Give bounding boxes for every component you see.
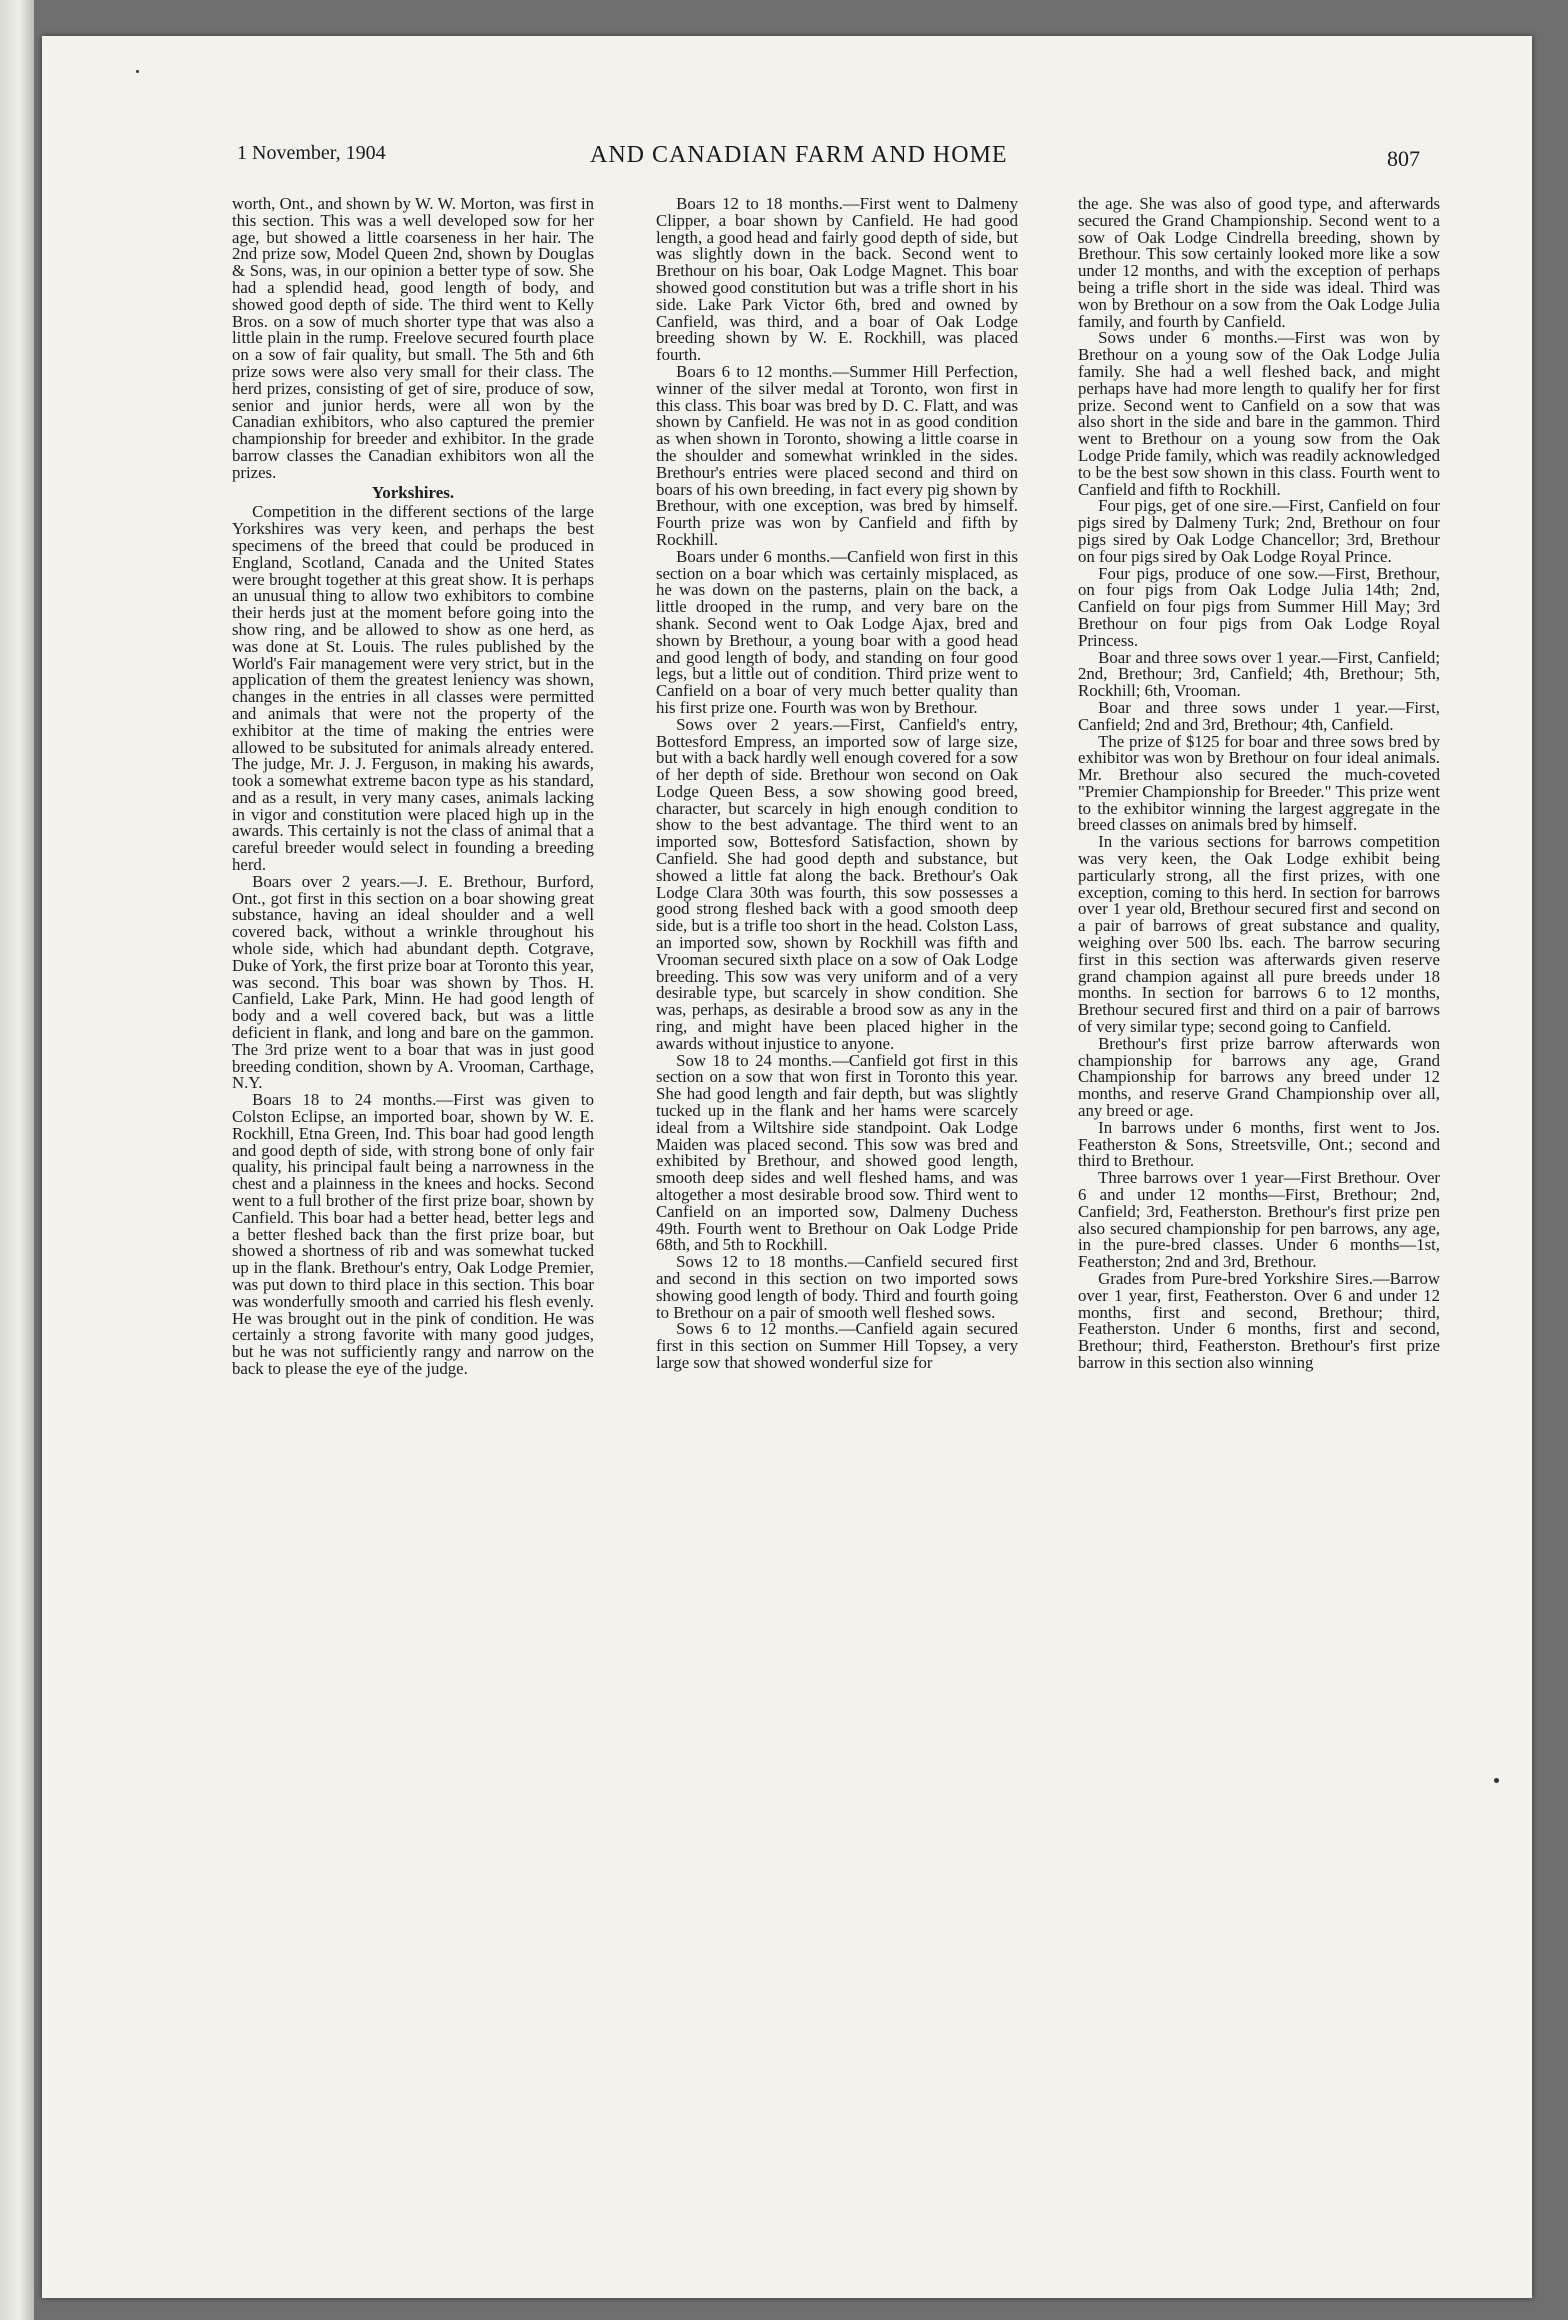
paragraph: Boars under 6 months.—Canfield won first in this section on a boar which was certainly misplaced, as he was down on the pasterns, plain on the back, a little drooped in the rump, and very bare on the shank. Second went to Oak Lodge Ajax, bred and shown by Brethour, a young boar with a good head and good length of body, and standing on four good legs, but a little out of condition. Third prize went to Canfield on a boar of very much better quality than his first prize one. Fourth was won by Brethour.	[656, 546, 1018, 717]
paragraph: Boars over 2 years.—J. E. Brethour, Burford, Ont., got first in this section on a boar showing great substance, having an ideal shoulder and a well covered back, without a wrinkle throughout his whole side, which had abundant depth. Cotgrave, Duke of York, the first prize boar at Toronto this year, was second. This boar was shown by Thos. H. Canfield, Lake Park, Minn. He had good length of body and a well covered back, but was a little deficient in flank, and long and bare on the gammon. The 3rd prize went to a boar that was in just good breeding condition, shown by A. Vrooman, Carthage, N.Y.	[232, 871, 594, 1093]
section-heading: Yorkshires.	[371, 482, 455, 502]
paragraph: Sows under 6 months.—First was won by Brethour on a young sow of the Oak Lodge Julia family. She had a well fleshed back, and might perhaps have had more length to qualify her for first prize. Second went to Canfield on a sow that was also short in the side and bare in the gammon. Third went to Brethour on a young sow from the Oak Lodge Pride family, which was readily acknowledged to be the best sow shown in this class. Fourth went to Canfield and fifth to Rockhill.	[1078, 328, 1440, 499]
scan-speck	[136, 70, 139, 73]
paragraph: Boar and three sows under 1 year.—First, Canfield; 2nd and 3rd, Brethour; 4th, Canfield.	[1078, 697, 1440, 734]
paragraph: Boar and three sows over 1 year.—First, Canfield; 2nd, Brethour; 3rd, Canfield; 4th, Brethour; 5th, Rockhill; 6th, Vrooman.	[1078, 647, 1440, 701]
document-page	[42, 36, 1532, 2298]
paragraph: Four pigs, get of one sire.—First, Canfield on four pigs sired by Dalmeny Turk; 2nd, Brethour on four pigs sired by Oak Lodge Chancellor; 3rd, Brethour on four pigs sired by Oak Lodge Royal Prince.	[1078, 496, 1440, 566]
paragraph: Boars 12 to 18 months.—First went to Dalmeny Clipper, a boar shown by Canfield. He had good length, a good head and fairly good depth of side, but was slightly down in the back. Second went to Brethour on his boar, Oak Lodge Magnet. This boar showed good constitution but was a trifle short in his side. Lake Park Victor 6th, bred and owned by Canfield, was third, and a boar of Oak Lodge breeding shown by W. E. Rockhill, was placed fourth.	[656, 196, 1018, 365]
adjacent-page-edge	[0, 0, 34, 2320]
paragraph: In barrows under 6 months, first went to Jos. Featherston & Sons, Streetsville, Ont.; second and third to Brethour.	[1078, 1117, 1440, 1171]
paragraph: Three barrows over 1 year—First Brethour. Over 6 and under 12 months—First, Brethour; 2nd, Canfield; 3rd, Featherston. Brethour's first prize pen also secured championship for pen barrows, any age, in the pure-bred classes. Under 6 months—1st, Featherston; 2nd and 3rd, Brethour.	[1078, 1168, 1440, 1272]
header-date: 1 November, 1904	[237, 142, 386, 164]
paragraph: Brethour's first prize barrow afterwards won championship for barrows any age, Grand Championship for barrows any breed under 12 months, and reserve Grand Championship over all, any breed or age.	[1078, 1033, 1440, 1121]
paragraph: the age. She was also of good type, and afterwards secured the Grand Championship. Second went to a sow of Oak Lodge Cindrella breeding, shown by Brethour. This sow certainly looked more like a sow under 12 months, and with the exception of perhaps being a trifle short in the side was ideal. Third was won by Brethour on a sow from the Oak Lodge Julia family, and fourth by Canfield.	[1078, 196, 1440, 331]
header-title: AND CANADIAN FARM AND HOME	[590, 142, 1008, 168]
page-number: 807	[1387, 146, 1420, 171]
text-column-1	[232, 196, 594, 2096]
paragraph: Sows over 2 years.—First, Canfield's entry, Bottesford Empress, an imported sow of large size, but with a back hardly well enough covered for a sow of her depth of side. Brethour won second on Oak Lodge Queen Bess, a sow showing good breed, character, but scarcely in high enough condition to show to the best advantage. The third went to an imported sow, Bottesford Satisfaction, shown by Canfield. She had good depth and substance, but showed a little fat along the back. Brethour's Oak Lodge Clara 30th was fourth, this sow possesses a good strong fleshed back with a good smooth deep side, but is a trifle too short in the head. Colston Lass, an imported sow, shown by Rockhill was fifth and Vrooman secured sixth place on a sow of Oak Lodge breeding. This sow was very uniform and of a very desirable type, but scarcely in show condition. She was, perhaps, as desirable a brood sow as any in the ring, and might have been placed higher in the awards without injustice to anyone.	[656, 714, 1018, 1053]
paragraph: In the various sections for barrows competition was very keen, the Oak Lodge exhibit being particularly strong, all the first prizes, with one exception, coming to this herd. In section for barrows over 1 year old, Brethour secured first and second on a pair of barrows of great substance and quality, weighing over 500 lbs. each. The barrow securing first in this section was afterwards given reserve grand champion against all pure breeds under 18 months. In section for barrows 6 to 12 months, Brethour secured first and third on a pair of barrows of very similar type; second going to Canfield.	[1078, 832, 1440, 1037]
paragraph: Boars 6 to 12 months.—Summer Hill Perfection, winner of the silver medal at Toronto, won first in this class. This boar was bred by D. C. Flatt, and was shown by Canfield. He was not in as good condition as when shown in Toronto, showing a little coarse in the shoulder and somewhat wrinkled in the sides. Brethour's entries were placed second and third on boars of his own breeding, in fact every pig shown by Brethour, with one exception, was bred by himself. Fourth prize was won by Canfield and fifth by Rockhill.	[656, 361, 1018, 549]
paragraph: worth, Ont., and shown by W. W. Morton, was first in this section. This was a well developed sow for her age, but showed a little coarseness in her hair. The 2nd prize sow, Model Queen 2nd, shown by Douglas & Sons, was, in our opinion a better type of sow. She had a splendid head, good length of body, and showed good depth of side. The third went to Kelly Bros. on a sow of much shorter type that was also a little plain in the rump. Freelove secured fourth place on a sow of fair quality, but small. The 5th and 6th prize sows were also very small for their class. The herd prizes, consisting of get of sire, produce of sow, senior and junior herds, were all won by the Canadian exhibitors, who also captured the premier championship for breeder and exhibitor. In the grade barrow classes the Canadian exhibitors won all the prizes.	[232, 196, 594, 482]
paragraph: Sows 12 to 18 months.—Canfield secured first and second in this section on two imported sows showing good length of body. Third and fourth going to Brethour on a pair of smooth well fleshed sows.	[656, 1252, 1018, 1322]
text-column-2	[656, 196, 1018, 2096]
paragraph: Competition in the different sections of the large Yorkshires was very keen, and perhaps the best specimens of the breed that could be produced in England, Scotland, Canada and the United States were brought together at this great show. It is perhaps an unusual thing to allow two exhibitors to combine their herds just at the moment before going into the show ring, and be allowed to show as one herd, as was done at St. Louis. The rules published by the World's Fair management were very strict, but in the application of them the greatest leniency was shown, changes in the entries in all classes were permitted and animals that were not the property of the exhibitor at the time of making the entries were allowed to be subsituted for animals already entered. The judge, Mr. J. J. Ferguson, in making his awards, took a somewhat extreme bacon type as his standard, and as a result, in very many cases, animals lacking in vigor and constitution were placed high up in the awards. This certainly is not the class of animal that a careful breeder would select in founding a breeding herd.	[232, 502, 594, 875]
paragraph: Grades from Pure-bred Yorkshire Sires.—Barrow over 1 year, first, Featherston. Over 6 and under 12 months, first and second, Brethour; third, Featherston. Under 6 months, first and second, Brethour; third, Featherston. Brethour's first prize barrow in this section also winning	[1078, 1269, 1440, 1372]
paragraph: Sows 6 to 12 months.—Canfield again secured first in this section on Summer Hill Topsey, a very large sow that showed wonderful size for	[656, 1319, 1018, 1372]
paragraph: Boars 18 to 24 months.—First was given to Colston Eclipse, an imported boar, shown by W. E. Rockhill, Etna Green, Ind. This boar had good length and good depth of side, with strong bone of only fair quality, his principal fault being a narrowness in the chest and a plainness in the knees and hocks. Second went to a full brother of the first prize boar, shown by Canfield. This boar had a better head, better legs and a better fleshed back than the first prize boar, but showed a shortness of rib and was somewhat tucked up in the flank. Brethour's entry, Oak Lodge Premier, was put down to third place in this section. This boar was wonderfully smooth and carried his flesh evenly. He was brought out in the pink of condition. He was certainly a strong favorite with many good judges, but he was not sufficiently rangy and narrow on the back to please the eye of the judge.	[232, 1090, 594, 1378]
text-column-3	[1078, 196, 1440, 2096]
paragraph: The prize of $125 for boar and three sows bred by exhibitor was won by Brethour on four ideal animals. Mr. Brethour also secured the much-coveted "Premier Championship for Breeder." This prize went to the exhibitor winning the largest aggregate in the breed classes on animals bred by himself.	[1078, 731, 1440, 835]
running-header	[42, 142, 1532, 172]
scan-speck	[1494, 1778, 1499, 1783]
paragraph: Sow 18 to 24 months.—Canfield got first in this section on a sow that won first in Toronto this year. She had good length and fair depth, but was slightly tucked up in the flank and her hams were scarcely ideal from a Wiltshire side standpoint. Oak Lodge Maiden was placed second. This sow was bred and exhibited by Brethour, and showed good length, smooth deep sides and well fleshed hams, and was altogether a most desirable brood sow. Third went to Canfield on an imported sow, Dalmeny Duchess 49th. Fourth went to Brethour on Oak Lodge Pride 68th, and 5th to Rockhill.	[656, 1050, 1018, 1255]
paragraph: Four pigs, produce of one sow.—First, Brethour, on four pigs from Oak Lodge Julia 14th; 2nd, Canfield on four pigs from Summer Hill May; 3rd Brethour on four pigs from Oak Lodge Royal Princess.	[1078, 563, 1440, 650]
